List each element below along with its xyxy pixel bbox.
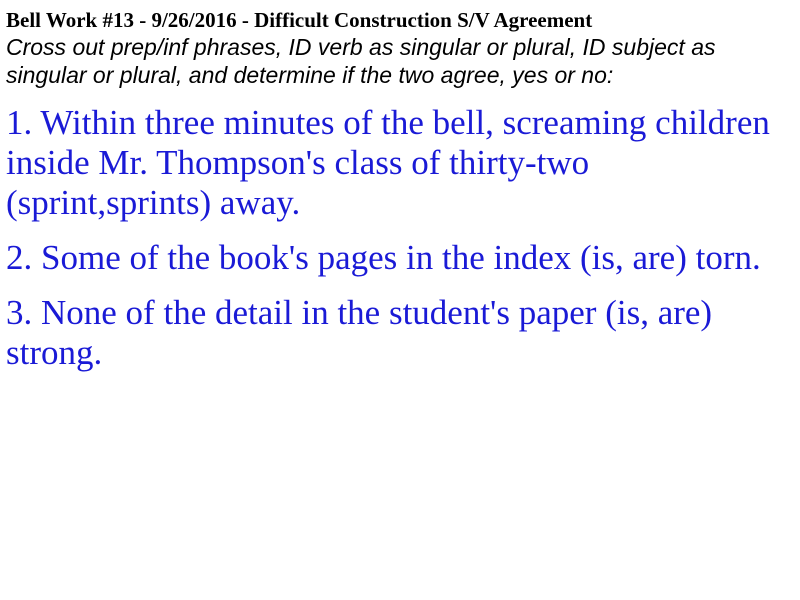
question-item-3: 3. None of the detail in the student's paper (is, are) strong. xyxy=(6,293,713,372)
instructions-text: Cross out prep/inf phrases, ID verb as singular or plural, ID subject as singular or plural, and determine if the two agree, yes or no: xyxy=(6,34,716,88)
question-list xyxy=(6,103,794,373)
question-item-2: 2. Some of the book's pages in the index (is, are) torn. xyxy=(6,238,761,277)
slide-title: Bell Work #13 - 9/26/2016 - Difficult Construction S/V Agreement xyxy=(6,8,593,32)
question-item-1: 1. Within three minutes of the bell, screaming children inside Mr. Thompson's class of thirty-two (sprint,sprints) away. xyxy=(6,103,770,222)
